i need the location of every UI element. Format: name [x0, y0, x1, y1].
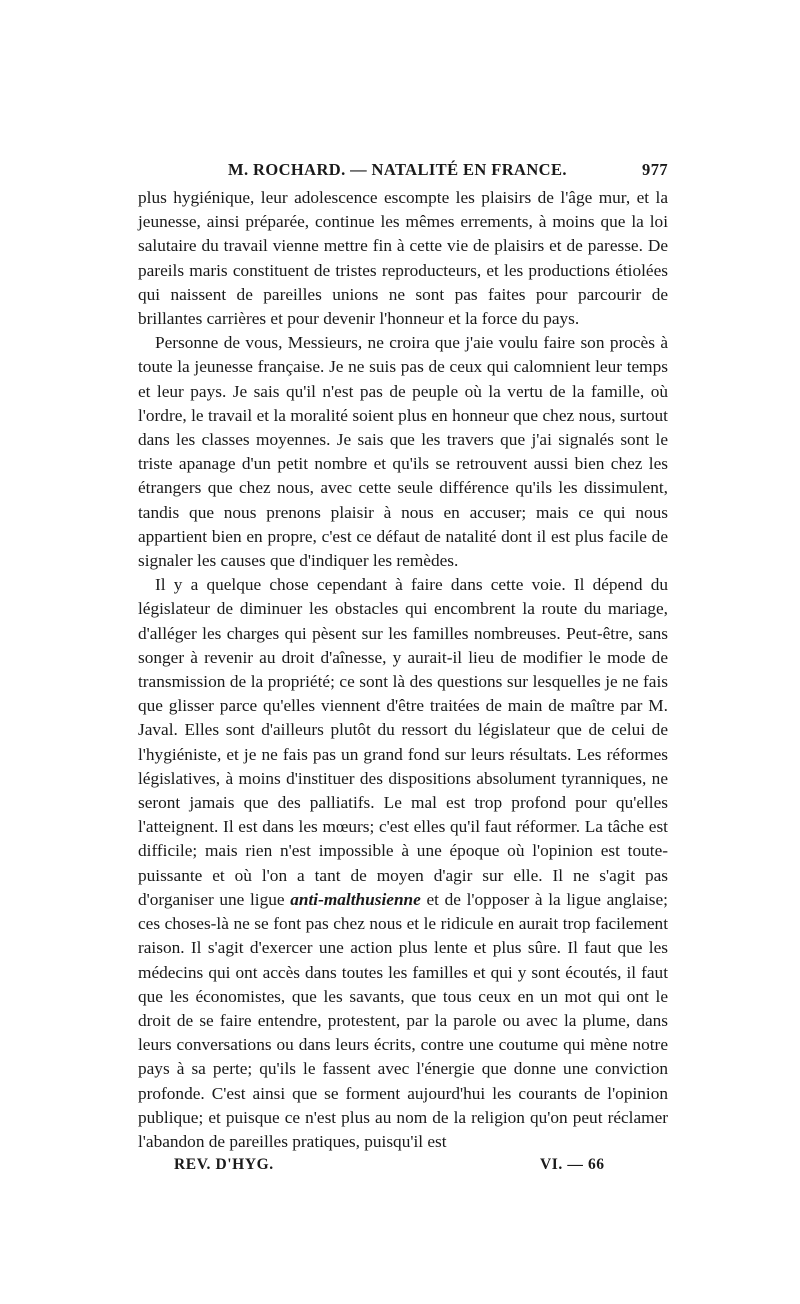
- running-header: [138, 160, 668, 186]
- paragraph-1-text: plus hygiénique, leur adolescence escompte les plaisirs de l'âge mur, et la jeunesse, ainsi préparée, continue les mêmes errements, à moins que la loi salutaire du travail vienne mettre fin à cette vie de plaisirs et de paresse. De pareils maris constituent de tristes reproducteurs, et les productions étiolées qui naissent de pareilles unions ne sont pas faites pour parcourir de brillantes carrières et pour devenir l'honneur et la force du pays.: [138, 188, 668, 329]
- paragraph-1: [138, 186, 668, 331]
- paragraph-3-text-start: Il y a quelque chose cependant à faire dans cette voie. Il dépend du législateur de diminuer les obstacles qui encombrent la route du mariage, d'alléger les charges qui pèsent sur les familles nombreuses. Peut-être, sans songer à revenir au droit d'aînesse, y aurait-il lieu de modifier le mode de transmission de la propriété; ce sont là des questions sur lesquelles je ne fais que glisser parce qu'elles viennent d'être traitées de main de maître par M. Javal. Elles sont d'ailleurs plutôt du ressort du législateur que de celui de l'hygiéniste, et je ne fais pas un grand fond sur leurs résultats. Les réformes législatives, à moins d'instituer des dispositions absolument tyranniques, ne seront jamais que des palliatifs. Le mal est trop profond pour qu'elles l'atteignent. Il est dans les mœurs; c'est elles qu'il faut réformer. La tâche est difficile; mais rien n'est impossible à une époque où l'opinion est toute-puissante et où l'on a tant de moyen d'agir sur elle. Il ne s'agit pas d'organiser une ligue: [138, 575, 668, 909]
- page-number: 977: [642, 160, 668, 179]
- paragraph-2: [138, 331, 668, 573]
- volume-signature: VI. — 66: [540, 1156, 605, 1174]
- document-page: [138, 160, 668, 1180]
- paragraph-3: [138, 573, 668, 1154]
- body-text: [138, 186, 668, 1154]
- italic-term: anti-malthusienne: [290, 889, 421, 909]
- paragraph-3-text-end: et de l'opposer à la ligue anglaise; ces choses-là ne se font pas chez nous et le ridicule en aurait trop facilement raison. Il s'agit d'exercer une action plus lente et plus sûre. Il faut que les médecins qui ont accès dans toutes les familles et qui y sont écoutés, il faut que les économistes, que les savants, que tous ceux en un mot qui ont le droit de se faire entendre, protestent, par la parole ou avec la plume, dans leurs conversations ou dans leurs écrits, contre une coutume qui mène notre pays à sa perte; qu'ils le fassent avec l'énergie que donne une conviction profonde. C'est ainsi que se forment aujourd'hui les courants de l'opinion publique; et puisque ce n'est plus au nom de la religion qu'on peut réclamer l'abandon de pareilles pratiques, puisqu'il est: [138, 889, 668, 1151]
- journal-signature: REV. D'HYG.: [174, 1156, 274, 1174]
- running-title: M. ROCHARD. — NATALITÉ EN FRANCE.: [228, 160, 567, 179]
- paragraph-2-text: Personne de vous, Messieurs, ne croira que j'aie voulu faire son procès à toute la jeunesse française. Je ne suis pas de ceux qui calomnient leur temps et leur pays. Je sais qu'il n'est pas de peuple où la vertu de la famille, où l'ordre, le travail et la moralité soient plus en honneur que chez nous, surtout dans les classes moyennes. Je sais que les travers que j'ai signalés sont le triste apanage d'un petit nombre et qu'ils se retrouvent aussi bien chez les étrangers que chez nous, avec cette seule différence qu'ils les dissimulent, tandis que nous prenons plaisir à nous en accuser; mais ce qui nous appartient bien en propre, c'est ce défaut de natalité dont il est plus facile de signaler les causes que d'indiquer les remèdes.: [138, 333, 668, 571]
- signature-line: [138, 1156, 668, 1180]
